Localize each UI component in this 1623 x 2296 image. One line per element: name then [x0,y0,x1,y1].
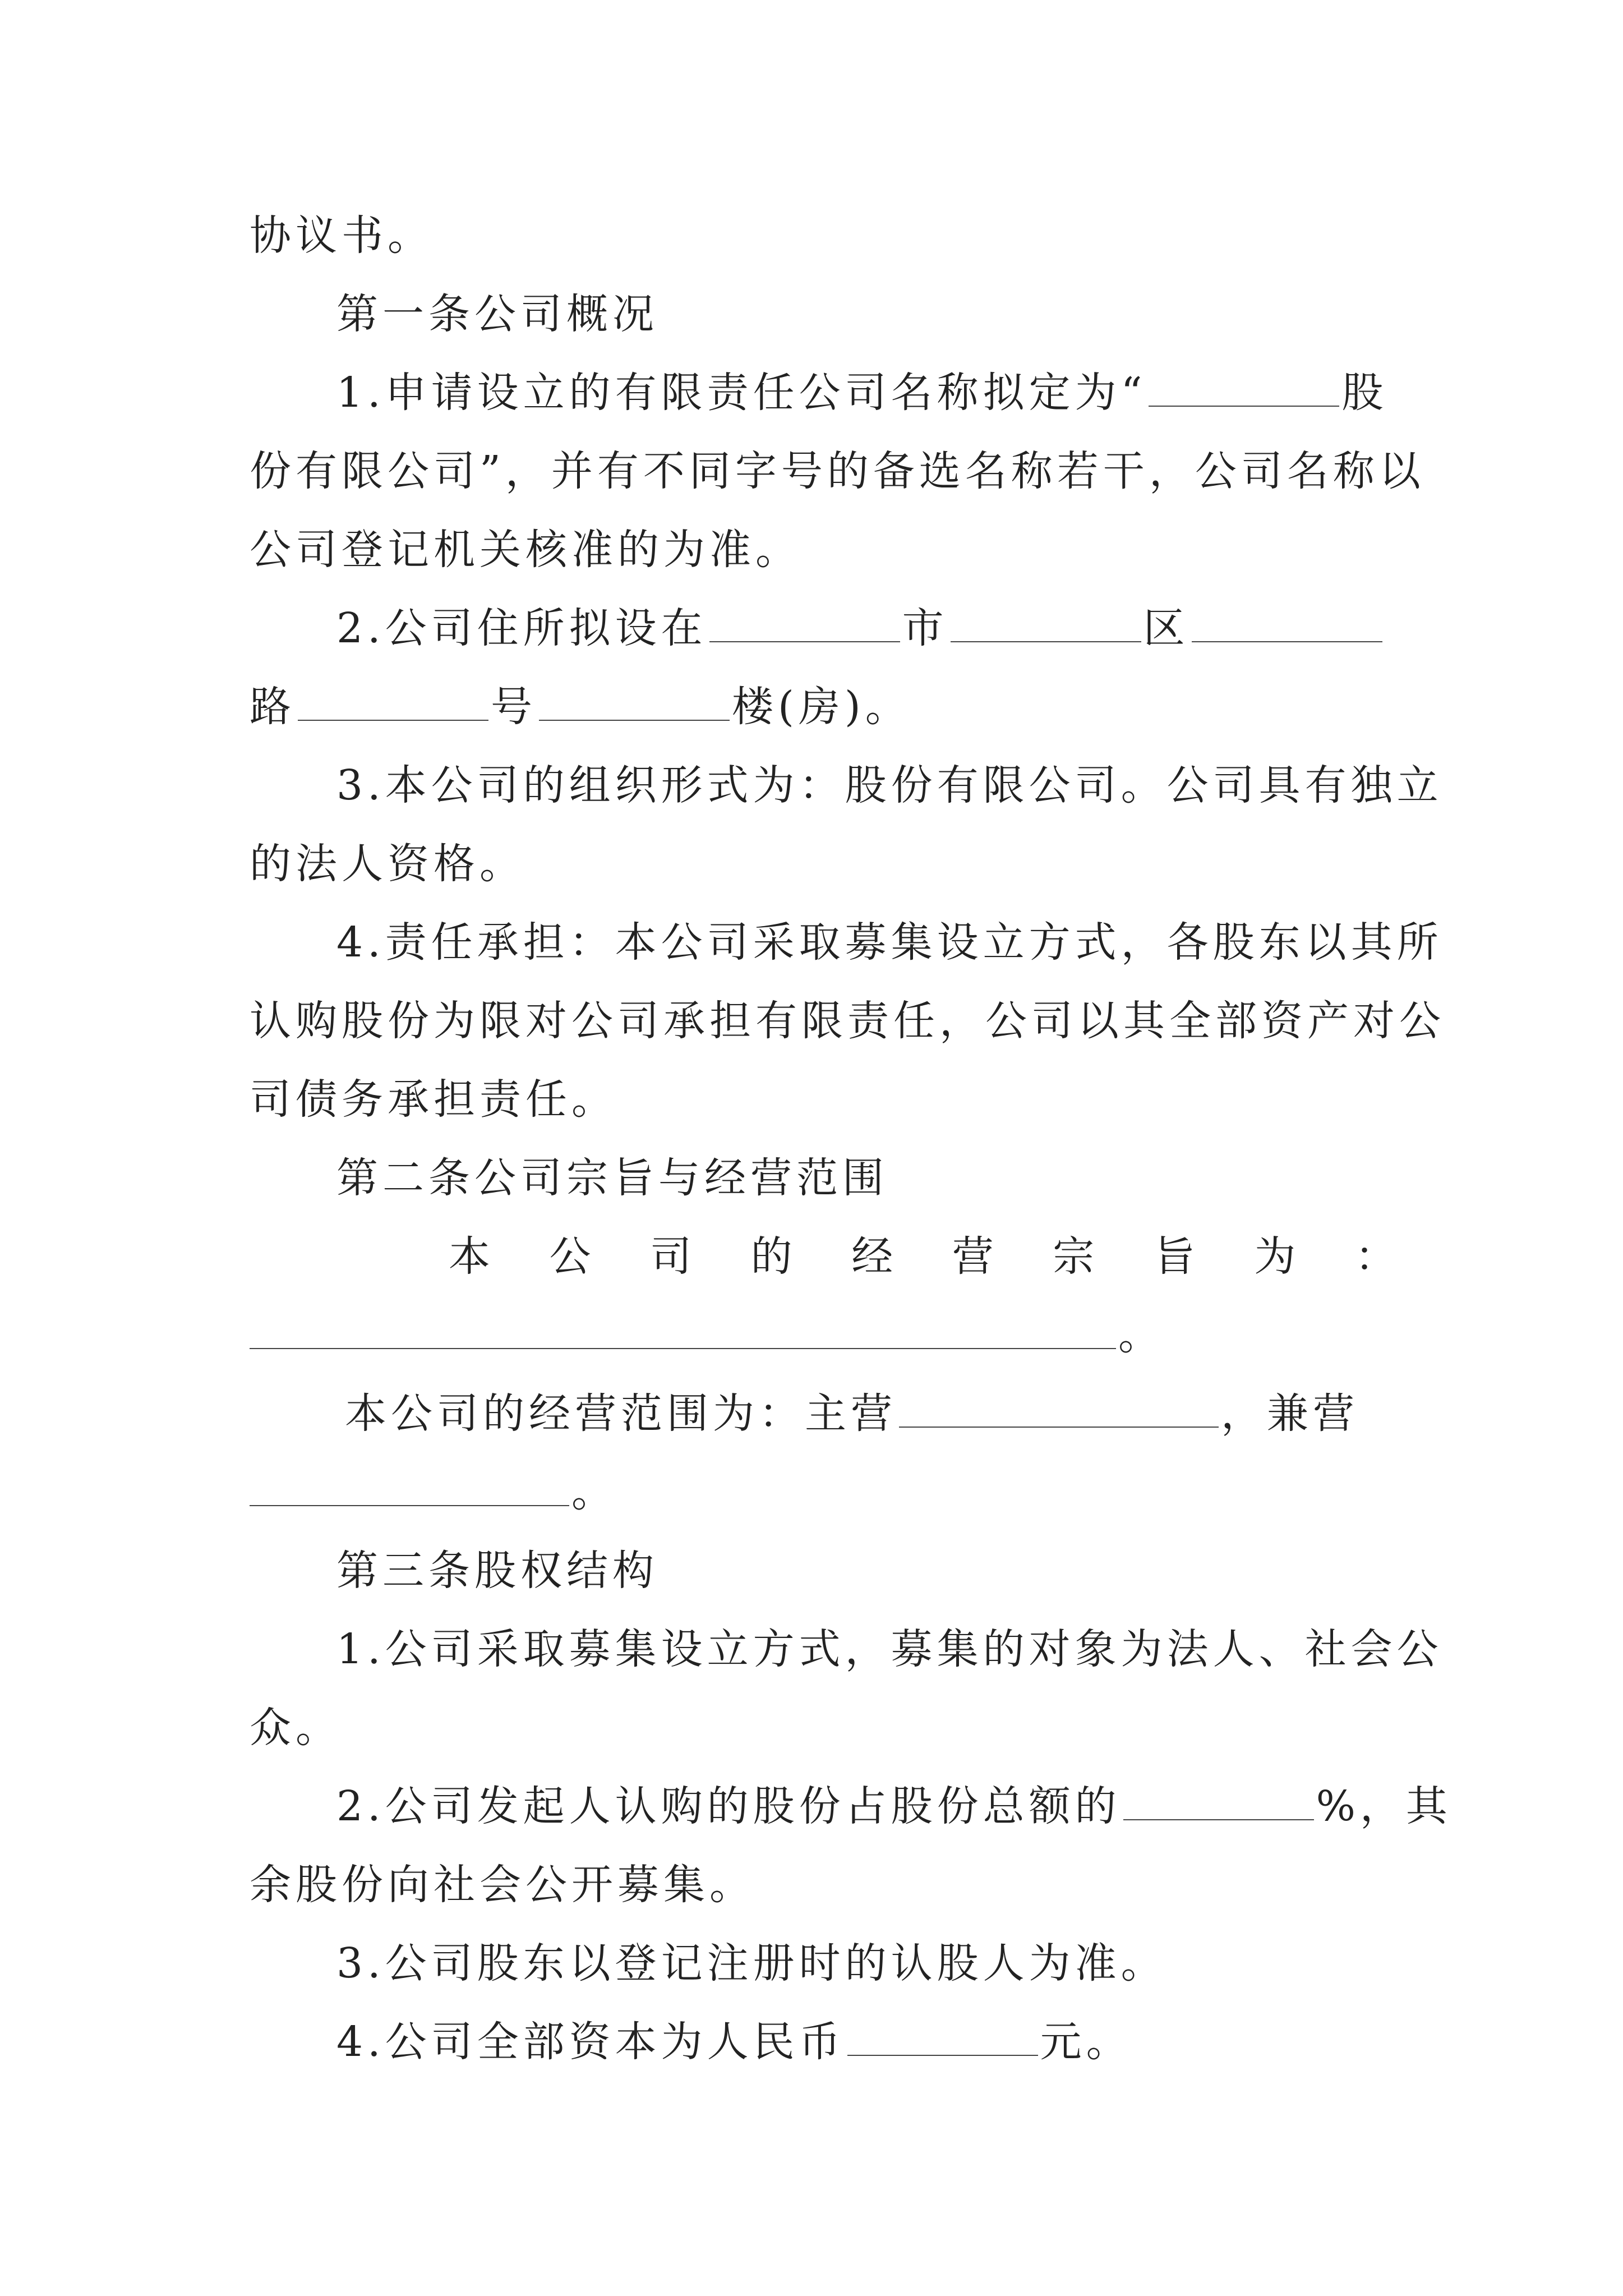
section-heading [336,1543,1396,1599]
text: 司债务承担责任。 [250,1075,617,1124]
text: 。 [571,1468,617,1516]
text: 路 [250,683,296,731]
text-line [250,679,1396,735]
fill-blank [298,680,488,721]
section-heading [336,286,1396,342]
text-line [336,1778,1452,1834]
text-line [250,443,1425,499]
text: 公司登记机关核准的为准。 [250,526,801,574]
text: 第三条股权结构 [336,1547,658,1595]
spread-text-line [449,1228,1396,1285]
char: 公 [549,1232,591,1281]
text: 3.本公司的组织形式为：股份有限公司。公司具有独立 [336,761,1443,809]
text: 楼(房)。 [732,683,911,731]
text: 认购股份为限对公司承担有限责任，公司以其全部资产对公 [250,997,1445,1045]
text-line [250,522,1396,578]
text: 区 [1143,604,1189,652]
text: 2.公司发起人认购的股份占股份总额的 [336,1782,1121,1830]
text-line [336,2014,1396,2070]
text-line [336,1935,1396,1991]
fill-blank [1149,366,1339,407]
text: 4.公司全部资本为人民币 [336,2018,845,2066]
fill-blank [539,680,730,721]
text-line [336,600,1396,656]
text: 第一条公司概况 [336,290,658,338]
char: 营 [952,1232,994,1281]
text: 。 [1118,1311,1164,1359]
text-line [250,836,1396,892]
fill-blank [250,1309,1116,1349]
fill-blank [899,1387,1219,1428]
text: ，兼营 [1221,1389,1359,1438]
text-line [250,1307,1396,1363]
char: 司 [650,1232,692,1281]
text: 元。 [1040,2018,1132,2066]
text-line [336,365,1396,421]
text: 股 [1341,369,1388,417]
text: %，其 [1316,1782,1452,1830]
text-line [250,1464,1396,1520]
text: 市 [902,604,948,652]
fill-blank [250,1466,569,1506]
fill-blank [951,602,1141,642]
text: 第二条公司宗旨与经营范围 [336,1154,888,1202]
fill-blank [1123,1780,1314,1820]
text-line [250,208,1396,264]
text: 协议书。 [250,211,434,260]
text-line [250,1071,1396,1128]
text-line [250,1700,1396,1756]
fill-blank [1192,602,1382,642]
char: 宗 [1053,1232,1095,1281]
text-line [336,1621,1443,1677]
text: 4.责任承担：本公司采取募集设立方式，各股东以其所 [336,918,1443,967]
text: 1.公司采取募集设立方式，募集的对象为法人、社会公 [336,1625,1443,1673]
char: 经 [851,1232,893,1281]
char: ： [1354,1232,1396,1281]
fill-blank [847,2016,1038,2056]
section-heading [336,1150,1396,1206]
text: 1.申请设立的有限责任公司名称拟定为“ [336,369,1147,417]
text: 2.公司住所拟设在 [336,604,707,652]
text-line [336,757,1443,813]
text: 3.公司股东以登记注册时的认股人为准。 [336,1939,1167,1987]
text: 号 [491,683,537,731]
char: 本 [449,1232,490,1281]
text-line [345,1386,1405,1442]
text-line [250,993,1445,1049]
char: 的 [750,1232,792,1281]
text: 的法人资格。 [250,840,525,888]
text-line [250,1857,1396,1913]
text: 众。 [250,1704,342,1752]
text: 份有限公司”，并有不同字号的备选名称若干，公司名称以 [250,447,1425,495]
char: 为 [1254,1232,1296,1281]
text: 本公司的经营范围为：主营 [345,1389,897,1438]
text-line [336,914,1443,970]
char: 旨 [1153,1232,1195,1281]
fill-blank [709,602,900,642]
text: 余股份向社会公开募集。 [250,1861,755,1909]
